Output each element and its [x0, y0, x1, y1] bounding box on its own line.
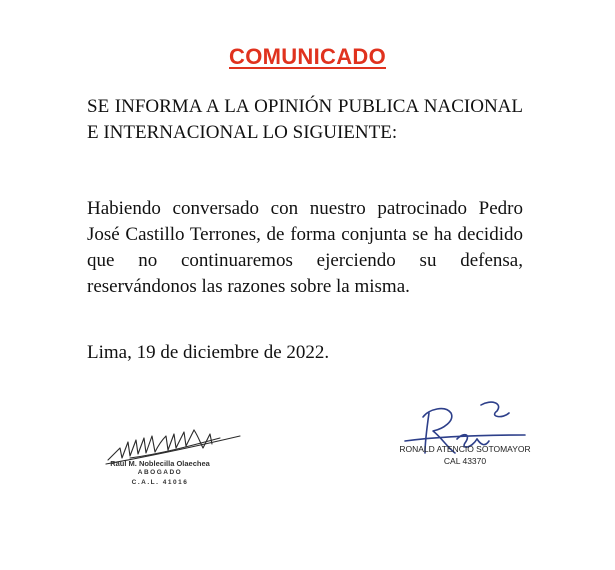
date-line: Lima, 19 de diciembre de 2022. [87, 342, 330, 363]
document-title: COMUNICADO [229, 44, 386, 69]
signature-left-registration: C.A.L. 41016 [131, 479, 189, 486]
signature-right-caption [380, 443, 550, 467]
signature-right-registration: CAL 43370 [443, 456, 487, 466]
signature-left-caption [100, 459, 220, 488]
announcement-body: Habiendo conversado con nuestro patrocinado Pedro José Castillo Terrones, de forma conjunta se ha decidido que no continuaremos ejerciendo su defensa, reservándonos las razones sobre la misma. [87, 198, 523, 297]
signature-left-name: Raúl M. Noblecilla Olaechea [110, 459, 210, 468]
signature-right-name: RONALD ATENCIO SOTOMAYOR [399, 444, 531, 454]
signature-left-role: ABOGADO [137, 469, 183, 476]
signature-right-image [385, 395, 545, 485]
announcement-intro: SE INFORMA A LA OPINIÓN PUBLICA NACIONAL E INTERNACIONAL LO SIGUIENTE: [87, 96, 523, 143]
